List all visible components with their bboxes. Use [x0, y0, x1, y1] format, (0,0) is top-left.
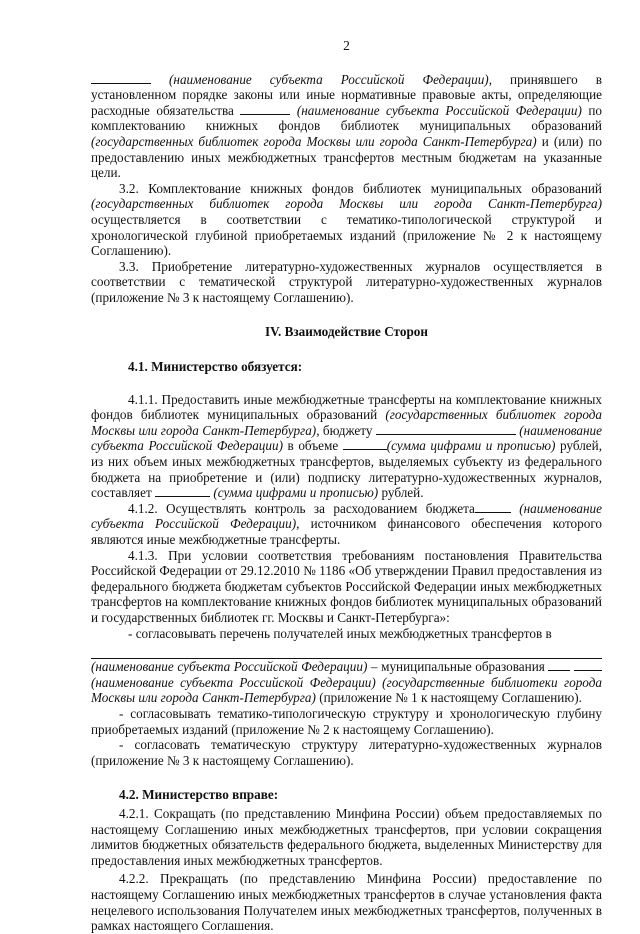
bullet-agree-recipients-continuation: (наименование субъекта Российской Федерации) – муниципальные образования (наименование субъекта Российской Федерации) (государственные библиотеки города Москвы или города Санкт-Петербурга) (приложение № 1 к настоящему Соглашению). [91, 659, 602, 706]
paragraph-4-2-2: 4.2.2. Прекращать (по представлению Минфина России) предоставление по настоящему Соглашению иных межбюджетных трансфертов в случае установления факта нецелевого использования Получателем иных межбюджетных трансфертов, полученных в рамках настоящего Соглашения. [91, 871, 602, 934]
paragraph-4-1-2: 4.1.2. Осуществлять контроль за расходованием бюджета (наименование субъекта Российской Федерации), источником финансового обеспечения которого являются иные межбюджетные трансферты. [91, 500, 602, 548]
blank-line [574, 660, 602, 671]
blank-line [343, 439, 387, 450]
blank-line [376, 424, 516, 435]
subsection-4-2-heading: 4.2. Министерство вправе: [119, 787, 279, 803]
paragraph-3-3: 3.3. Приобретение литературно-художественных журналов осуществляется в соответствии с тематической структурой литературно-художественных журналов (приложение № 3 к настоящему Соглашению). [91, 258, 602, 305]
blank-line [548, 660, 570, 671]
bullet-agree-journals: - согласовать тематическую структуру литературно-художественных журналов (приложение № 3 к настоящему Соглашению). [91, 737, 602, 768]
paragraph-4-2-1: 4.2.1. Сокращать (по представлению Минфина России) объем предоставляемых по настоящему Соглашению иных межбюджетных трансфертов, при условии сокращения лимитов бюджетных обязательств федерального бюджета, выделенных Министерству для предоставления иных межбюджетных трансфертов. [91, 805, 602, 868]
bullet-agree-recipients: - согласовывать перечень получателей иных межбюджетных трансфертов в [128, 625, 552, 641]
blank-line [155, 486, 210, 497]
paragraph-4-1-1: 4.1.1. Предоставить иные межбюджетные трансферты на комплектование книжных фондов библиотек муниципальных образований (государственных библиотек города Москвы или города Санкт-Петербурга), бюджету (наименование субъекта Российской Федерации) в объеме (сумма цифрами и прописью) рублей, из них объем иных межбюджетных трансфертов, выделяемых субъекту из федерального бюджета на приобретение и (или) подписку литературно-художественных журналов, составляет (сумма цифрами и прописью) рублей. [91, 391, 603, 501]
blank-line-full [91, 643, 602, 659]
blank-line [91, 73, 151, 84]
paragraph-3-1-continuation: (наименование субъекта Российской Федерации), принявшего в установленном порядке законы или иные нормативные правовые акты, определяющие расходные обязательства (наименование субъекта Российской Федерации) по комплектованию книжных фондов библиотек муниципальных образований (государственных библиотек города Москвы или города Санкт-Петербурга) и (или) по предоставлению иных межбюджетных трансфертов местным бюджетам на указанные цели. [91, 71, 602, 181]
paragraph-3-2: 3.2. Комплектование книжных фондов библиотек муниципальных образований (государственных библиотек города Москвы или города Санкт-Петербурга) осуществляется в соответствии с тематико-типологической структурой и хронологической глубиной приобретаемых изданий (приложение № 2 к настоящему Соглашению). [91, 180, 602, 259]
blank-line [240, 104, 290, 115]
subsection-4-1-heading: 4.1. Министерство обязуется: [128, 359, 303, 375]
paragraph-4-1-3: 4.1.3. При условии соответствия требованиям постановления Правительства Российской Федерации от 29.12.2010 № 1186 «Об утверждении Правил предоставления из федерального бюджета бюджетам субъектов Российской Федерации иных межбюджетных трансфертов на комплектование книжных фондов библиотек муниципальных образований и государственных библиотек гг. Москвы и Санкт-Петербурга»: [91, 547, 602, 625]
bullet-agree-structure: - согласовывать тематико-типологическую структуру и хронологическую глубину приобретаемых изданий (приложение № 2 к настоящему Соглашению). [91, 705, 602, 737]
page-number: 2 [343, 38, 350, 53]
blank-line [475, 502, 511, 513]
section-4-heading: IV. Взаимодействие Сторон [265, 323, 428, 339]
